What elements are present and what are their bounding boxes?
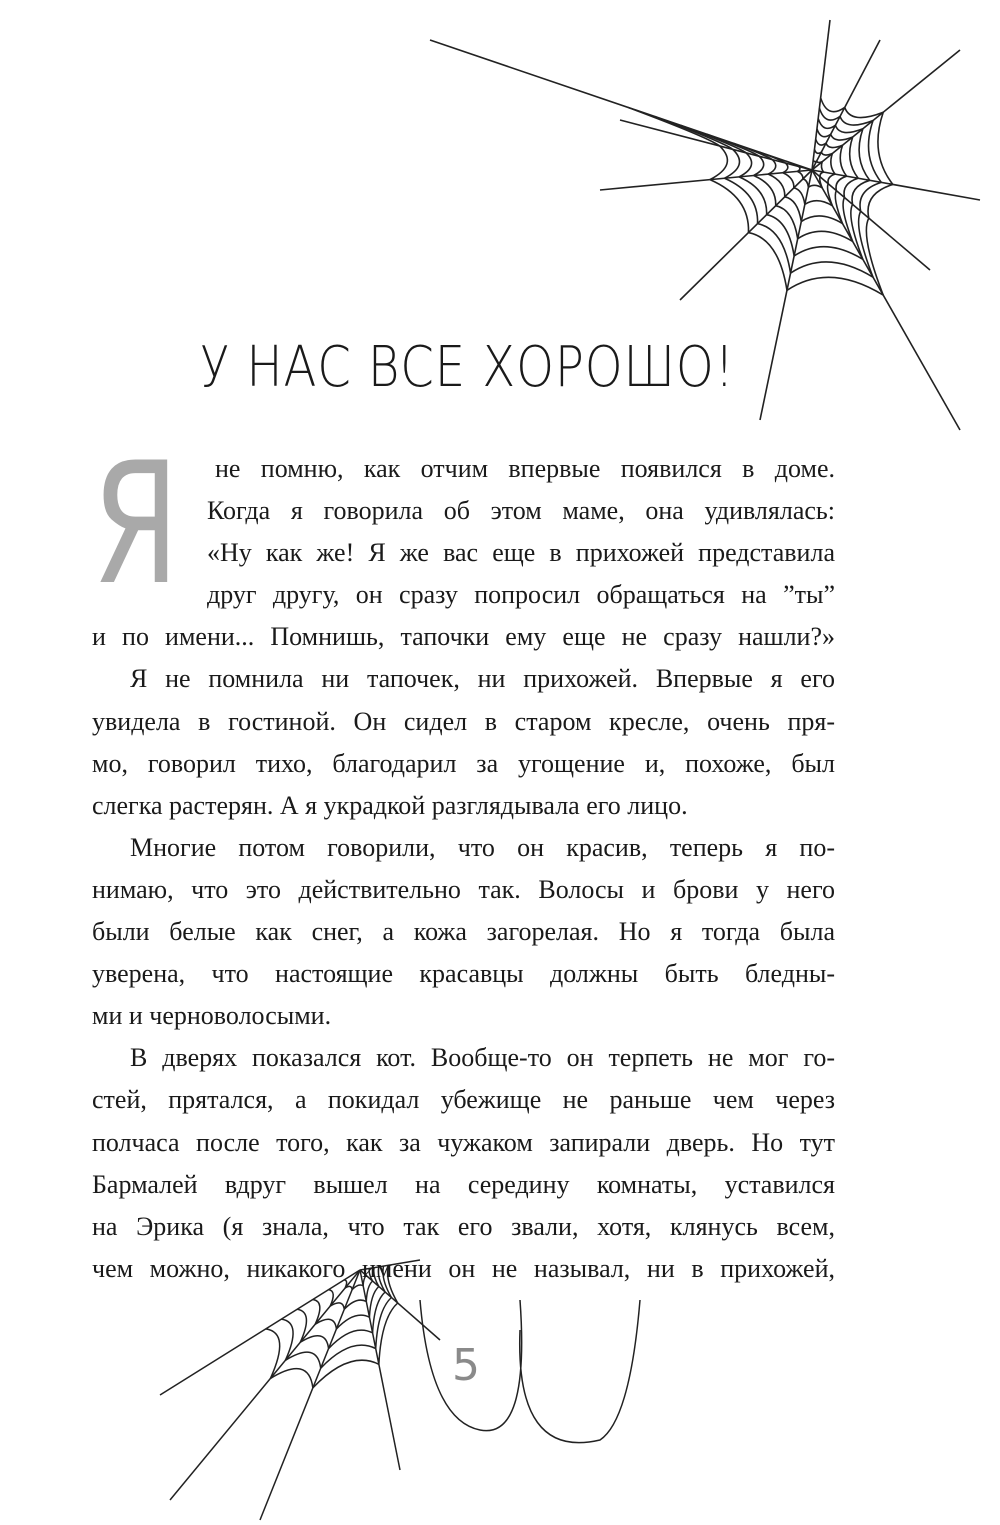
text-line: Я не помнила ни тапочек, ни прихожей. Впервые я его [130,664,835,694]
text-line: на Эрика (я знала, что так его звали, хотя, клянусь всем, [92,1211,835,1241]
body-text [92,448,835,1290]
text-line: стей, прятался, а покидал убежище не раньше чем через [92,1085,835,1115]
text-line: чем можно, никакого имени он не называл, ни в прихожей, [92,1253,835,1283]
text-line: не помню, как отчим впервые появился в доме. [215,454,835,483]
text-line: слегка растерян. А я украдкой разглядывала его лицо. [92,790,688,820]
paragraph [92,1037,835,1290]
text-line: были белые как снег, а кожа загорелая. Но я тогда была [92,917,835,947]
text-line: Когда я говорила об этом маме, она удивлялась: [207,496,835,526]
text-line: нимаю, что это действительно так. Волосы и брови у него [92,874,835,904]
text-line: и по имени... Помнишь, тапочки ему еще не сразу нашли?» [92,622,835,652]
text-line: мо, говорил тихо, благодарил за угощение и, похоже, был [92,748,835,778]
text-line: Бармалей вдруг вышел на середину комнаты, уставился [92,1169,835,1199]
paragraph [92,827,835,1037]
drop-cap: Я [92,426,180,622]
text-line: увидела в гостиной. Он сидел в старом кресле, очень пря- [92,706,835,736]
paragraph [92,448,835,658]
text-line: «Ну как же! Я же вас еще в прихожей представила [207,538,835,568]
text-line: уверена, что настоящие красавцы должны быть бледны- [92,959,835,989]
text-line: друг другу, он сразу попросил обращаться на ”ты” [207,580,835,610]
text-line: Многие потом говорили, что он красив, теперь я по- [130,832,835,862]
text-line: ми и черноволосыми. [92,1001,332,1031]
paragraph [92,658,835,826]
text-line: В дверях показался кот. Вообще-то он терпеть не мог го- [130,1043,835,1073]
text-line: полчаса после того, как за чужаком запирали дверь. Но тут [92,1127,835,1157]
page-number: 5 [452,1340,480,1391]
chapter-title: У НАС ВСЕ ХОРОШО! [200,335,735,400]
